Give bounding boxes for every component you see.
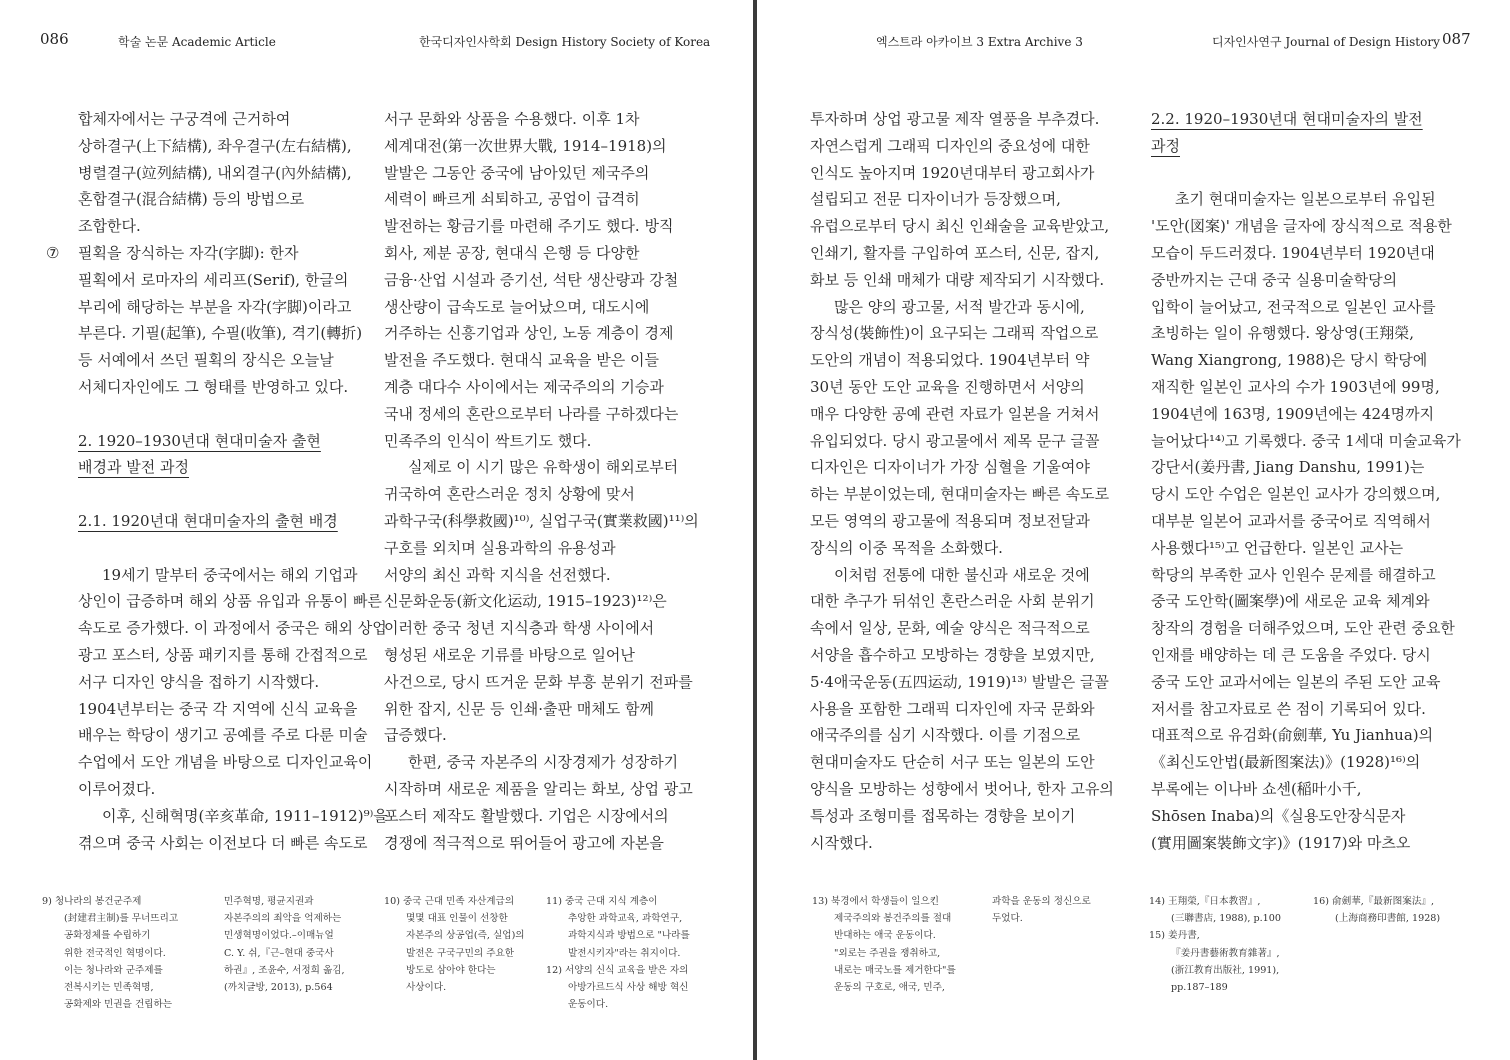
footnote-line: pp.187–189 [1171, 981, 1228, 993]
text-line: 한편, 중국 자본주의 시장경제가 성장하기 [408, 753, 679, 772]
text-line: 등 서예에서 쓰던 필획의 장식은 오늘날 [78, 351, 334, 370]
footnote-line: 하권』, 조윤수, 서정희 옮김, [224, 964, 345, 976]
footnote-line: (三聯書店, 1988), p.100 [1171, 913, 1281, 925]
text-line: 생산량이 급속도로 늘어났으며, 대도시에 [384, 297, 650, 316]
footnotes-column-2 [992, 893, 1142, 927]
text-line: 귀국하여 혼란스러운 정치 상황에 맞서 [384, 485, 635, 504]
text-line: 매우 다양한 공예 관련 자료가 일본을 거쳐서 [810, 404, 1100, 423]
text-line: 학당의 부족한 교사 인원수 문제를 해결하고 [1151, 565, 1436, 584]
text-line: 화보 등 인쇄 매체가 대량 제작되기 시작했다. [810, 270, 1105, 289]
text-line: 구호를 외치며 실용과학의 유용성과 [384, 538, 616, 557]
text-line: 합체자에서는 구궁격에 근거하여 [78, 110, 291, 128]
footnote-line: 공화제와 민권을 건립하는 [64, 999, 173, 1011]
note-marker: ⑦ [46, 243, 60, 262]
text-line: 인재를 배양하는 데 큰 도움을 주었다. 당시 [1151, 645, 1431, 664]
page-number: 087 [1442, 30, 1471, 48]
footnote-line: 공화정체를 수립하기 [64, 930, 151, 942]
text-line: 사용했다¹⁵⁾고 언급한다. 일본인 교사는 [1151, 538, 1404, 557]
footnote-line: (까치글방, 2013), p.564 [224, 981, 333, 993]
text-line: 5·4애국운동(五四运动, 1919)¹³⁾ 발발은 글꼴 [810, 672, 1109, 691]
footnote-line: 운동이다. [568, 999, 609, 1011]
text-line: 자연스럽게 그래픽 디자인의 중요성에 대한 [810, 136, 1090, 155]
text-line: 상하결구(上下結構), 좌우결구(左右結構), [78, 136, 352, 155]
text-line: 대부분 일본어 교과서를 중국어로 직역해서 [1151, 511, 1431, 530]
text-line: 투자하며 상업 광고물 제작 열풍을 부추겼다. [810, 110, 1100, 128]
text-line: 늘어났다¹⁴⁾고 기록했다. 중국 1세대 미술교육가 [1151, 431, 1461, 450]
text-line: 인식도 높아지며 1920년대부터 광고회사가 [810, 163, 1095, 182]
footnote-line: 『姜丹書藝術教育雜著』, [1171, 947, 1280, 959]
spacer [78, 481, 368, 508]
left-page [0, 0, 753, 1060]
text-line: 애국주의를 심기 시작했다. 이를 기점으로 [810, 726, 1081, 745]
text-line: 장식의 이중 목적을 소화했다. [810, 538, 1003, 557]
spacer [1151, 160, 1496, 187]
text-line: 강단서(姜丹書, Jiang Danshu, 1991)는 [1151, 458, 1425, 477]
text-line: 필획에서 로마자의 세리프(Serif), 한글의 [78, 270, 349, 289]
text-line: 거주하는 신흥기업과 상인, 노동 계층이 경제 [384, 324, 674, 343]
footnote-line: 자본주의 상공업(즉, 실업)의 [406, 930, 525, 942]
footnote-line: 발전은 구국구민의 주요한 [406, 947, 515, 959]
text-line: 부리에 해당하는 부분을 자각(字脚)이라고 [78, 297, 352, 316]
text-line: 신문화운동(新文化运动, 1915–1923)¹²⁾은 [384, 592, 667, 611]
text-line: 서양의 최신 과학 지식을 선전했다. [384, 565, 611, 584]
text-line: 《최신도안법(最新图案法)》(1928)¹⁶⁾의 [1151, 753, 1421, 772]
footnotes-column-1 [812, 893, 982, 996]
footnotes-column-4 [1313, 893, 1493, 927]
text-line: 당시 도안 수업은 일본인 교사가 강의했으며, [1151, 485, 1441, 504]
text-line: 위한 잡지, 신문 등 인쇄·출판 매체도 함께 [384, 699, 654, 718]
text-line: 발전을 주도했다. 현대식 교육을 받은 이들 [384, 351, 659, 370]
footnote-line: 9) 청나라의 봉건군주제 [42, 896, 142, 907]
text-line: 19세기 말부터 중국에서는 해외 기업과 [102, 565, 358, 584]
text-line: 국내 정세의 혼란으로부터 나라를 구하겠다는 [384, 404, 679, 423]
text-line: 발전하는 황금기를 마련해 주기도 했다. 방직 [384, 217, 674, 236]
text-line: 겪으며 중국 사회는 이전보다 더 빠른 속도로 [78, 833, 368, 852]
text-line: 민족주의 인식이 싹트기도 했다. [384, 431, 592, 450]
footnotes-column-4 [546, 893, 716, 1013]
text-line: 광고 포스터, 상품 패키지를 통해 간접적으로 [78, 645, 368, 664]
section-heading-line: 과정 [1151, 136, 1180, 155]
text-line: 초기 현대미술자는 일본으로부터 유입된 [1175, 190, 1436, 209]
footnotes-column-1 [42, 893, 212, 1013]
text-line: 유입되었다. 당시 광고물에서 제목 문구 글꼴 [810, 431, 1100, 450]
text-line: (實用圖案裝飾文字)》(1917)와 마츠오 [1151, 833, 1411, 852]
footnote-line: (浙江教育出版社, 1991), [1171, 964, 1280, 976]
footnote-line: 전복시키는 민족혁명, [64, 981, 154, 993]
text-line: 양식을 모방하는 성향에서 벗어나, 한자 고유의 [810, 779, 1114, 798]
text-line: 세력이 빠르게 쇠퇴하고, 공업이 급격히 [384, 190, 640, 209]
footnote-line: 13) 북경에서 학생들이 일으킨 [812, 896, 940, 907]
footnote-line: 자본주의의 죄악을 억제하는 [224, 913, 342, 925]
footnote-line: 내로는 매국노를 제거한다"를 [834, 964, 956, 976]
spacer [78, 401, 368, 428]
text-line: 시작하며 새로운 제품을 알리는 화보, 상업 광고 [384, 779, 693, 798]
note-text: 필획을 장식하는 자각(字脚): 한자 [78, 243, 299, 262]
footnotes-column-3 [384, 893, 539, 996]
text-line: 디자인은 디자이너가 가장 심혈을 기울여야 [810, 458, 1090, 477]
body-column-1 [810, 106, 1130, 856]
text-line: 병렬결구(竝列結構), 내외결구(內外結構), [78, 163, 352, 182]
section-heading-line: 배경과 발전 과정 [78, 458, 189, 477]
text-line: 이루어졌다. [78, 779, 156, 798]
note-item-line [46, 240, 368, 267]
footnote-line: C. Y. 쉬,『근–현대 중국사 [224, 947, 334, 959]
text-line: 경쟁에 적극적으로 뛰어들어 광고에 자본을 [384, 833, 664, 852]
text-line: 세계대전(第一次世界大戰, 1914–1918)의 [384, 136, 667, 155]
text-line: 배우는 학당이 생기고 공예를 주로 다룬 미술 [78, 726, 368, 745]
footnote-line: 운동의 구호로, 애국, 민주, [834, 981, 945, 993]
footnote-line: 몇몇 대표 인물이 선창한 [406, 913, 508, 925]
footnote-line: 제국주의와 봉건주의를 절대 [834, 913, 952, 925]
footnote-line: 이는 청나라와 군주제를 [64, 964, 163, 976]
footnotes-column-3 [1149, 893, 1309, 996]
text-line: 수업에서 도안 개념을 바탕으로 디자인교육이 [78, 753, 373, 772]
footnote-line: 반대하는 애국 운동이다. [834, 930, 936, 942]
running-header-society: 한국디자인사학회 Design History Society of Korea [419, 35, 711, 49]
text-line: 재직한 일본인 교사의 수가 1903년에 99명, [1151, 377, 1440, 396]
text-line: 사용을 포함한 그래픽 디자인에 자국 문화와 [810, 699, 1095, 718]
text-line: '도안(図案)' 개념을 글자에 장식적으로 적용한 [1151, 217, 1452, 236]
footnote-line: 위한 전국적인 혁명이다. [64, 947, 166, 959]
text-line: 이처럼 전통에 대한 불신과 새로운 것에 [834, 565, 1090, 584]
footnote-line: 16) 俞劍華,『最新图案法』, [1313, 896, 1435, 907]
footnote-line: 추앙한 과학교육, 과학연구, [568, 913, 683, 925]
text-line: 저서를 참고자료로 쓴 점이 기록되어 있다. [1151, 699, 1426, 718]
footnotes-column-2 [224, 893, 374, 996]
footnote-line: "외로는 주권을 쟁취하고, [834, 947, 941, 959]
text-line: 중반까지는 근대 중국 실용미술학당의 [1151, 270, 1398, 289]
text-line: 속에서 일상, 문화, 예술 양식은 적극적으로 [810, 619, 1090, 638]
footnote-line: 두었다. [992, 913, 1023, 925]
text-line: 대표적으로 유검화(俞劍華, Yu Jianhua)의 [1151, 726, 1434, 745]
text-line: 사건으로, 당시 뜨거운 문화 부흥 분위기 전파를 [384, 672, 693, 691]
text-line: 조합한다. [78, 217, 141, 236]
footnote-line: 11) 중국 근대 지식 계층이 [546, 896, 658, 907]
text-line: 모습이 두드러졌다. 1904년부터 1920년대 [1151, 243, 1435, 262]
text-line: 혼합결구(混合結構) 등의 방법으로 [78, 190, 305, 209]
text-line: 1904년부터는 중국 각 지역에 신식 교육을 [78, 699, 358, 718]
text-line: 회사, 제분 공장, 현대식 은행 등 다양한 [384, 243, 640, 262]
text-line: 상인이 급증하며 해외 상품 유입과 유통이 빠른 [78, 592, 382, 611]
footnote-line: 14) 王翔榮,『日本教習』, [1149, 896, 1261, 907]
footnote-line: 민주혁명, 평균지권과 [224, 896, 314, 907]
footnote-line: 발전시키자"라는 취지이다. [568, 947, 681, 959]
text-line: 실제로 이 시기 많은 유학생이 해외로부터 [408, 458, 679, 477]
text-line: 유럽으로부터 당시 최신 인쇄술을 교육받았고, [810, 217, 1110, 236]
text-line: 대한 추구가 뒤섞인 혼란스러운 사회 분위기 [810, 592, 1095, 611]
text-line: 과학구국(科學救國)¹⁰⁾, 실업구국(實業救國)¹¹⁾의 [384, 511, 699, 530]
text-line: 특성과 조형미를 접목하는 경향을 보이기 [810, 806, 1076, 825]
text-line: 계층 대다수 사이에서는 제국주의의 기승과 [384, 377, 664, 396]
body-column-2 [384, 106, 724, 856]
section-heading-line: 2.2. 1920–1930년대 현대미술자의 발전 [1151, 110, 1423, 128]
text-line: 도안의 개념이 적용되었다. 1904년부터 약 [810, 351, 1090, 370]
section-heading-line: 2.1. 1920년대 현대미술자의 출현 배경 [78, 511, 338, 530]
text-line: 서구 문화와 상품을 수용했다. 이후 1차 [384, 110, 640, 128]
footnote-line: 과학지식과 방법으로 "나라를 [568, 930, 690, 942]
text-line: 설립되고 전문 디자이너가 등장했으며, [810, 190, 1061, 209]
text-line: 중국 도안학(圖案學)에 새로운 교육 체계와 [1151, 592, 1430, 611]
running-header-journal: 디자인사연구 Journal of Design History [1212, 35, 1440, 49]
footnote-line: 사상이다. [406, 981, 447, 993]
text-line: 부른다. 기필(起筆), 수필(收筆), 격기(轉折) [78, 324, 363, 343]
text-line: 금융·산업 시설과 증기선, 석탄 생산량과 강철 [384, 270, 679, 289]
page-number: 086 [40, 30, 69, 48]
text-line: 초빙하는 일이 유행했다. 왕상영(王翔榮, [1151, 324, 1415, 343]
text-line: 현대미술자도 단순히 서구 또는 일본의 도안 [810, 753, 1095, 772]
running-header-section: 학술 논문 Academic Article [118, 35, 276, 49]
text-line: 많은 양의 광고물, 서적 발간과 동시에, [834, 297, 1085, 316]
text-line: 서구 디자인 양식을 접하기 시작했다. [78, 672, 320, 691]
footnote-line: (上海商務印書館, 1928) [1335, 913, 1441, 925]
text-line: 30년 동안 도안 교육을 진행하면서 서양의 [810, 377, 1085, 396]
spacer [78, 535, 368, 562]
footnote-line: 과학을 운동의 정신으로 [992, 896, 1091, 907]
text-line: 형성된 새로운 기류를 바탕으로 일어난 [384, 645, 635, 664]
text-line: 시작했다. [810, 833, 873, 852]
body-column-2 [1151, 106, 1496, 856]
text-line: 모든 영역의 광고물에 적용되며 정보전달과 [810, 511, 1090, 530]
footnote-line: (封建君主制)를 무너뜨리고 [64, 913, 179, 925]
text-line: 발발은 그동안 중국에 남아있던 제국주의 [384, 163, 650, 182]
text-line: 인쇄기, 활자를 구입하여 포스터, 신문, 잡지, [810, 243, 1100, 262]
text-line: 입학이 늘어났고, 전국적으로 일본인 교사를 [1151, 297, 1436, 316]
text-line: 속도로 증가했다. 이 과정에서 중국은 해외 상업 [78, 619, 387, 638]
right-page [757, 0, 1510, 1060]
text-line: 장식성(裝飾性)이 요구되는 그래픽 작업으로 [810, 324, 1099, 343]
text-line: 1904년에 163명, 1909년에는 424명까지 [1151, 404, 1435, 423]
text-line: 하는 부분이었는데, 현대미술자는 빠른 속도로 [810, 485, 1110, 504]
text-line: 급증했다. [384, 726, 447, 745]
text-line: Wang Xiangrong, 1988)은 당시 학당에 [1151, 351, 1428, 370]
text-line: 포스터 제작도 활발했다. 기업은 시장에서의 [384, 806, 669, 825]
footnote-line: 방도로 삼아야 한다는 [406, 964, 496, 976]
text-line: 이후, 신해혁명(辛亥革命, 1911–1912)⁹⁾을 [102, 806, 388, 825]
footnote-line: 15) 姜丹書, [1149, 930, 1200, 942]
body-column-1 [46, 106, 388, 856]
text-line: 부록에는 이나바 쇼센(稲叶小千, [1151, 779, 1362, 798]
text-line: 이러한 중국 청년 지식층과 학생 사이에서 [384, 619, 655, 638]
running-header-series: 엑스트라 아카이브 3 Extra Archive 3 [876, 35, 1083, 49]
footnote-line: 민생혁명이었다.–이매뉴얼 [224, 930, 334, 942]
text-line: Shōsen Inaba)의《실용도안장식문자 [1151, 806, 1406, 825]
footnote-line: 아방가르드식 사상 해방 혁신 [568, 981, 689, 993]
section-heading-line: 2. 1920–1930년대 현대미술자 출현 [78, 431, 321, 450]
text-line: 창작의 경험을 더해주었으며, 도안 관련 중요한 [1151, 619, 1455, 638]
footnote-line: 10) 중국 근대 민족 자산계급의 [384, 896, 515, 907]
text-line: 중국 도안 교과서에는 일본의 주된 도안 교육 [1151, 672, 1441, 691]
footnote-line: 12) 서양의 신식 교육을 받은 자의 [546, 964, 689, 976]
text-line: 서양을 흡수하고 모방하는 경향을 보였지만, [810, 645, 1095, 664]
text-line: 서체디자인에도 그 형태를 반영하고 있다. [78, 377, 349, 396]
